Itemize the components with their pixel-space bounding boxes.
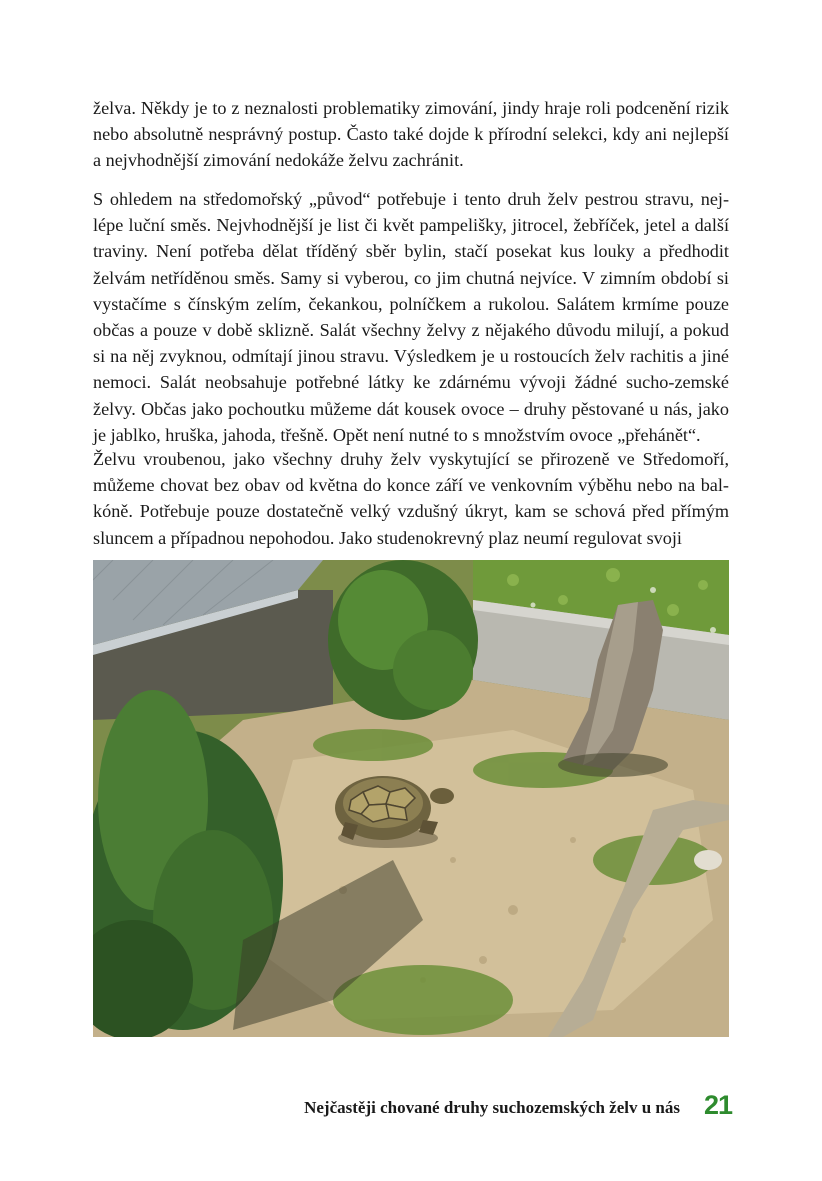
paragraph-text: želva. Někdy je to z neznalosti problematiky zimování, jindy hraje roli podcenění rizik nebo absolutně nesprávný postup. Často také dojde k přírodní selekci, kdy ani nejlepší a nejvhodnější zimování nedokáže želvu zachránit. (93, 98, 729, 171)
paragraph-text: Želvu vroubenou, jako všechny druhy želv vyskytující se přirozeně ve Středomoří, můžeme chovat bez obav od května do konce září ve venkovním výběhu nebo na bal-kóně. Potřebuje pouze dostatečně velký vzdušný úkryt, kam se schová před přímým sluncem a případnou nepohodou. Jako studenokrevný plaz neumí regulovat svoji (93, 449, 729, 548)
paragraph-1 (93, 95, 729, 174)
page-number: 21 (703, 1090, 732, 1120)
paragraph-3 (93, 446, 729, 551)
running-title: Nejčastěji chované druhy suchozemských želv u nás (304, 1098, 680, 1117)
paragraph-2 (93, 186, 729, 448)
tortoise-enclosure-photo (93, 560, 729, 1037)
paragraph-text: S ohledem na středomořský „původ“ potřebuje i tento druh želv pestrou stravu, nej-lépe luční směs. Nejvhodnější je list či květ pampelišky, jitrocel, žebříček, jetel a další traviny. Není potřeba dělat tříděný sběr bylin, stačí posekat kus louky a předhodit želvám netříděnou směs. Samy si vyberou, co jim chutná nejvíce. V zimním období si vystačíme s čínským zelím, čekankou, polníčkem a rukolou. Salátem krmíme pouze občas a pouze v době sklizně. Salát všechny želvy z nějakého důvodu milují, a pokud si na něj zvyknou, odmítají jinou stravu. Výsledkem je u rostoucích želv rachitis a jiné nemoci. Salát neobsahuje potřebné látky ke zdárnému vývoji žádné sucho-zemské želvy. Občas jako pochoutku můžeme dát kousek ovoce – druhy pěstované u nás, jako je jablko, hruška, jahoda, třešně. Opět není nutné to s množstvím ovoce „přehánět“. (93, 189, 729, 445)
